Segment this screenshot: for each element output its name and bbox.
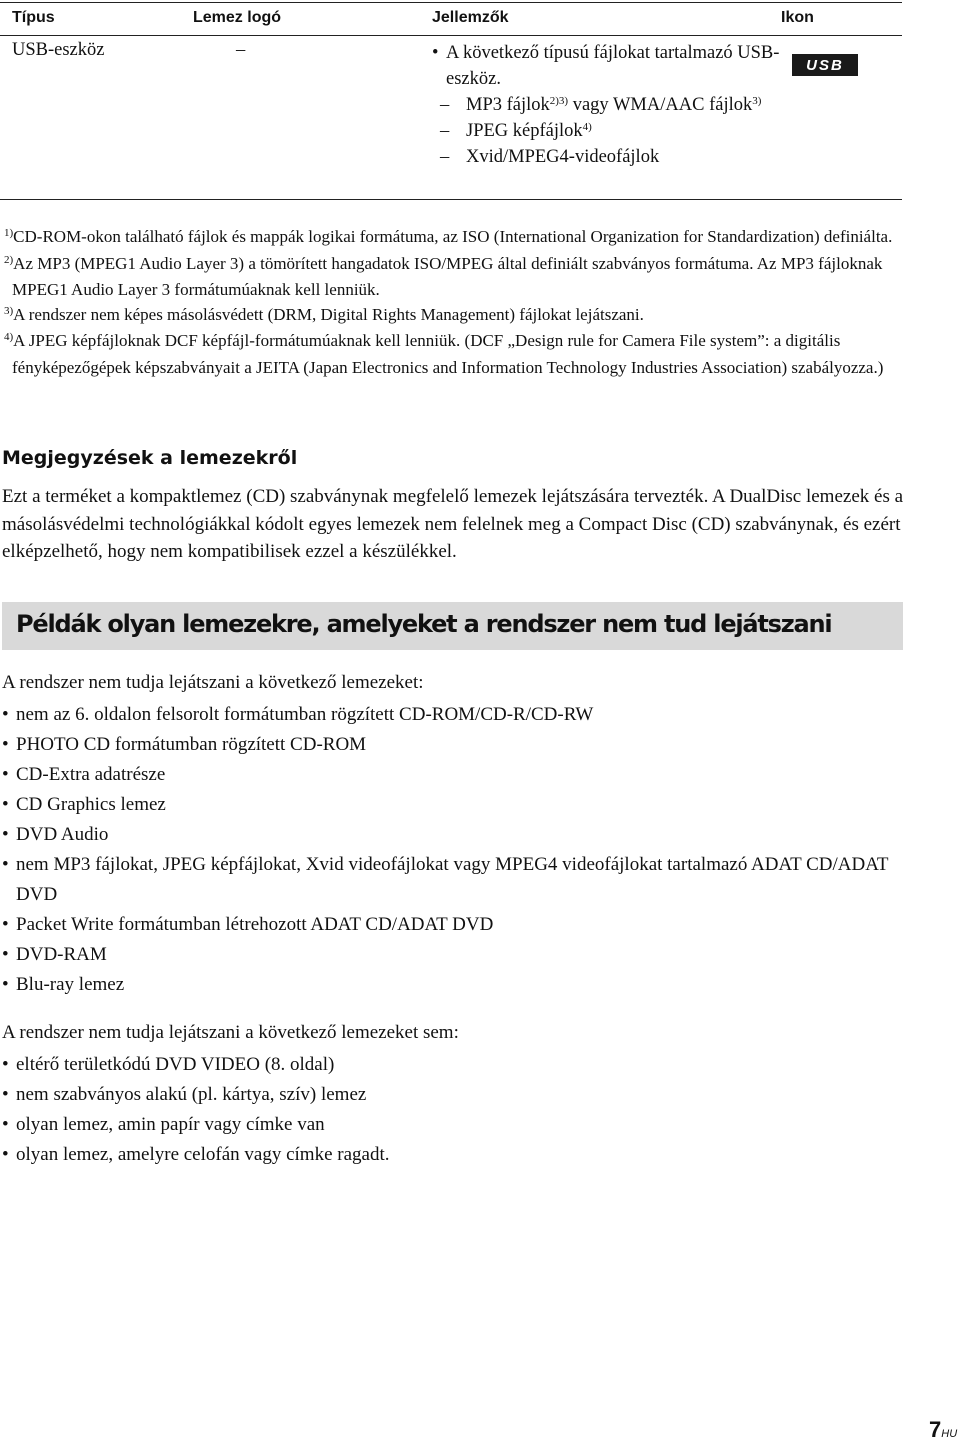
cell-features: [432, 40, 792, 170]
page-number-value: 7: [929, 1417, 942, 1442]
feature-mp3-text2: vagy WMA/AAC fájlok: [568, 95, 753, 115]
feature-mp3-sup2: 3): [752, 95, 762, 107]
feature-jpeg-sup: 4): [582, 121, 592, 133]
list-item: • CD-Extra adatrésze: [2, 760, 902, 790]
feature-mp3-text: MP3 fájlok: [466, 95, 550, 115]
footnote-1: [4, 225, 904, 252]
cell-logo: –: [236, 40, 246, 60]
page-number: [929, 1417, 957, 1443]
list-item: • DVD Audio: [2, 820, 902, 850]
cell-type: USB-eszköz: [12, 40, 105, 60]
list-item: • DVD-RAM: [2, 940, 902, 970]
header-features: Jellemzők: [432, 9, 509, 26]
footnote-4: [4, 329, 904, 380]
table-header: [0, 2, 902, 36]
feature-intro: • A következő típusú fájlokat tartalmazó USB-eszköz.: [432, 40, 792, 92]
list-item: • eltérő területkódú DVD VIDEO (8. oldal): [2, 1050, 902, 1080]
header-type: Típus: [12, 9, 55, 26]
notes-paragraph: Ezt a terméket a kompaktlemez (CD) szabványnak megfelelő lemezek lejátszására tervezték. A DualDisc lemezek és a másolásvédelmi technológiákkal kódolt egyes lemezek nem felelnek meg a Compact Disc (CD) szabványnak, és ezért elképzelhető, hogy nem kompatibilisek ezzel a készülékkel.: [2, 486, 904, 562]
footnote-mark: 3): [4, 304, 14, 317]
feature-jpeg-text: JPEG képfájlok: [466, 121, 583, 141]
footnote-text: Az MP3 (MPEG1 Audio Layer 3) a tömörített hangadatok ISO/MPEG által definiált szabványos formátuma. Az MP3 fájloknak MPEG1 Audio Layer 3 formátumúaknak kell lenniük.: [12, 253, 883, 299]
unsupported-discs-list: [2, 700, 902, 1000]
footnote-2: [4, 252, 904, 303]
list-item: • CD Graphics lemez: [2, 790, 902, 820]
footnote-mark: 1): [4, 227, 14, 239]
list2-lead: A rendszer nem tudja lejátszani a következő lemezeket sem:: [2, 1022, 459, 1043]
footnote-text: A rendszer nem képes másolásvédett (DRM, Digital Rights Management) fájlokat lejátszani.: [13, 304, 644, 324]
list-item: • Packet Write formátumban létrehozott ADAT CD/ADAT DVD: [2, 910, 902, 940]
feature-mp3-sup: 2)3): [549, 95, 569, 107]
footnote-3: [4, 303, 904, 330]
footnote-text: A JPEG képfájloknak DCF képfájl-formátumúaknak kell lenniük. (DCF „Design rule for Camera File system”: a digitális fényképezőgépek képszabványait a JEITA (Japan Electronics and Information Technology Industries Association) szabályozza.): [12, 331, 884, 377]
section-title: Példák olyan lemezekre, amelyeket a rendszer nem tud lejátszani: [16, 610, 832, 638]
list-item: • nem az 6. oldalon felsorolt formátumban rögzített CD-ROM/CD-R/CD-RW: [2, 700, 902, 730]
section-banner: [2, 602, 903, 650]
list-item: • nem MP3 fájlokat, JPEG képfájlokat, Xvid videofájlokat vagy MPEG4 videofájlokat tartalmazó ADAT CD/ADAT DVD: [2, 850, 902, 910]
list-item: • Blu-ray lemez: [2, 970, 902, 1000]
list-item: • olyan lemez, amelyre celofán vagy címke ragadt.: [2, 1140, 902, 1170]
list-item: • nem szabványos alakú (pl. kártya, szív) lemez: [2, 1080, 902, 1110]
feature-jpeg: [432, 118, 792, 144]
table-row: [0, 36, 902, 200]
header-icon: Ikon: [781, 9, 814, 26]
footnote-mark: 2): [4, 253, 14, 266]
footnotes: [4, 225, 904, 380]
feature-xvid: – Xvid/MPEG4-videofájlok: [432, 144, 792, 170]
format-table: [0, 2, 902, 200]
also-unsupported-list: [2, 1050, 902, 1170]
header-logo: Lemez logó: [193, 9, 282, 26]
list-item: • PHOTO CD formátumban rögzített CD-ROM: [2, 730, 902, 760]
feature-mp3: [432, 92, 792, 118]
list-item: • olyan lemez, amin papír vagy címke van: [2, 1110, 902, 1140]
footnote-mark: 4): [4, 331, 14, 343]
list1-lead: A rendszer nem tudja lejátszani a következő lemezeket:: [2, 672, 424, 693]
footnote-text: CD-ROM-okon található fájlok és mappák logikai formátuma, az ISO (International Organization for Standardization) definiálta.: [13, 227, 893, 246]
page-language-suffix: HU: [941, 1428, 958, 1440]
notes-heading: Megjegyzések a lemezekről: [2, 447, 298, 469]
usb-icon: USB: [792, 54, 858, 76]
